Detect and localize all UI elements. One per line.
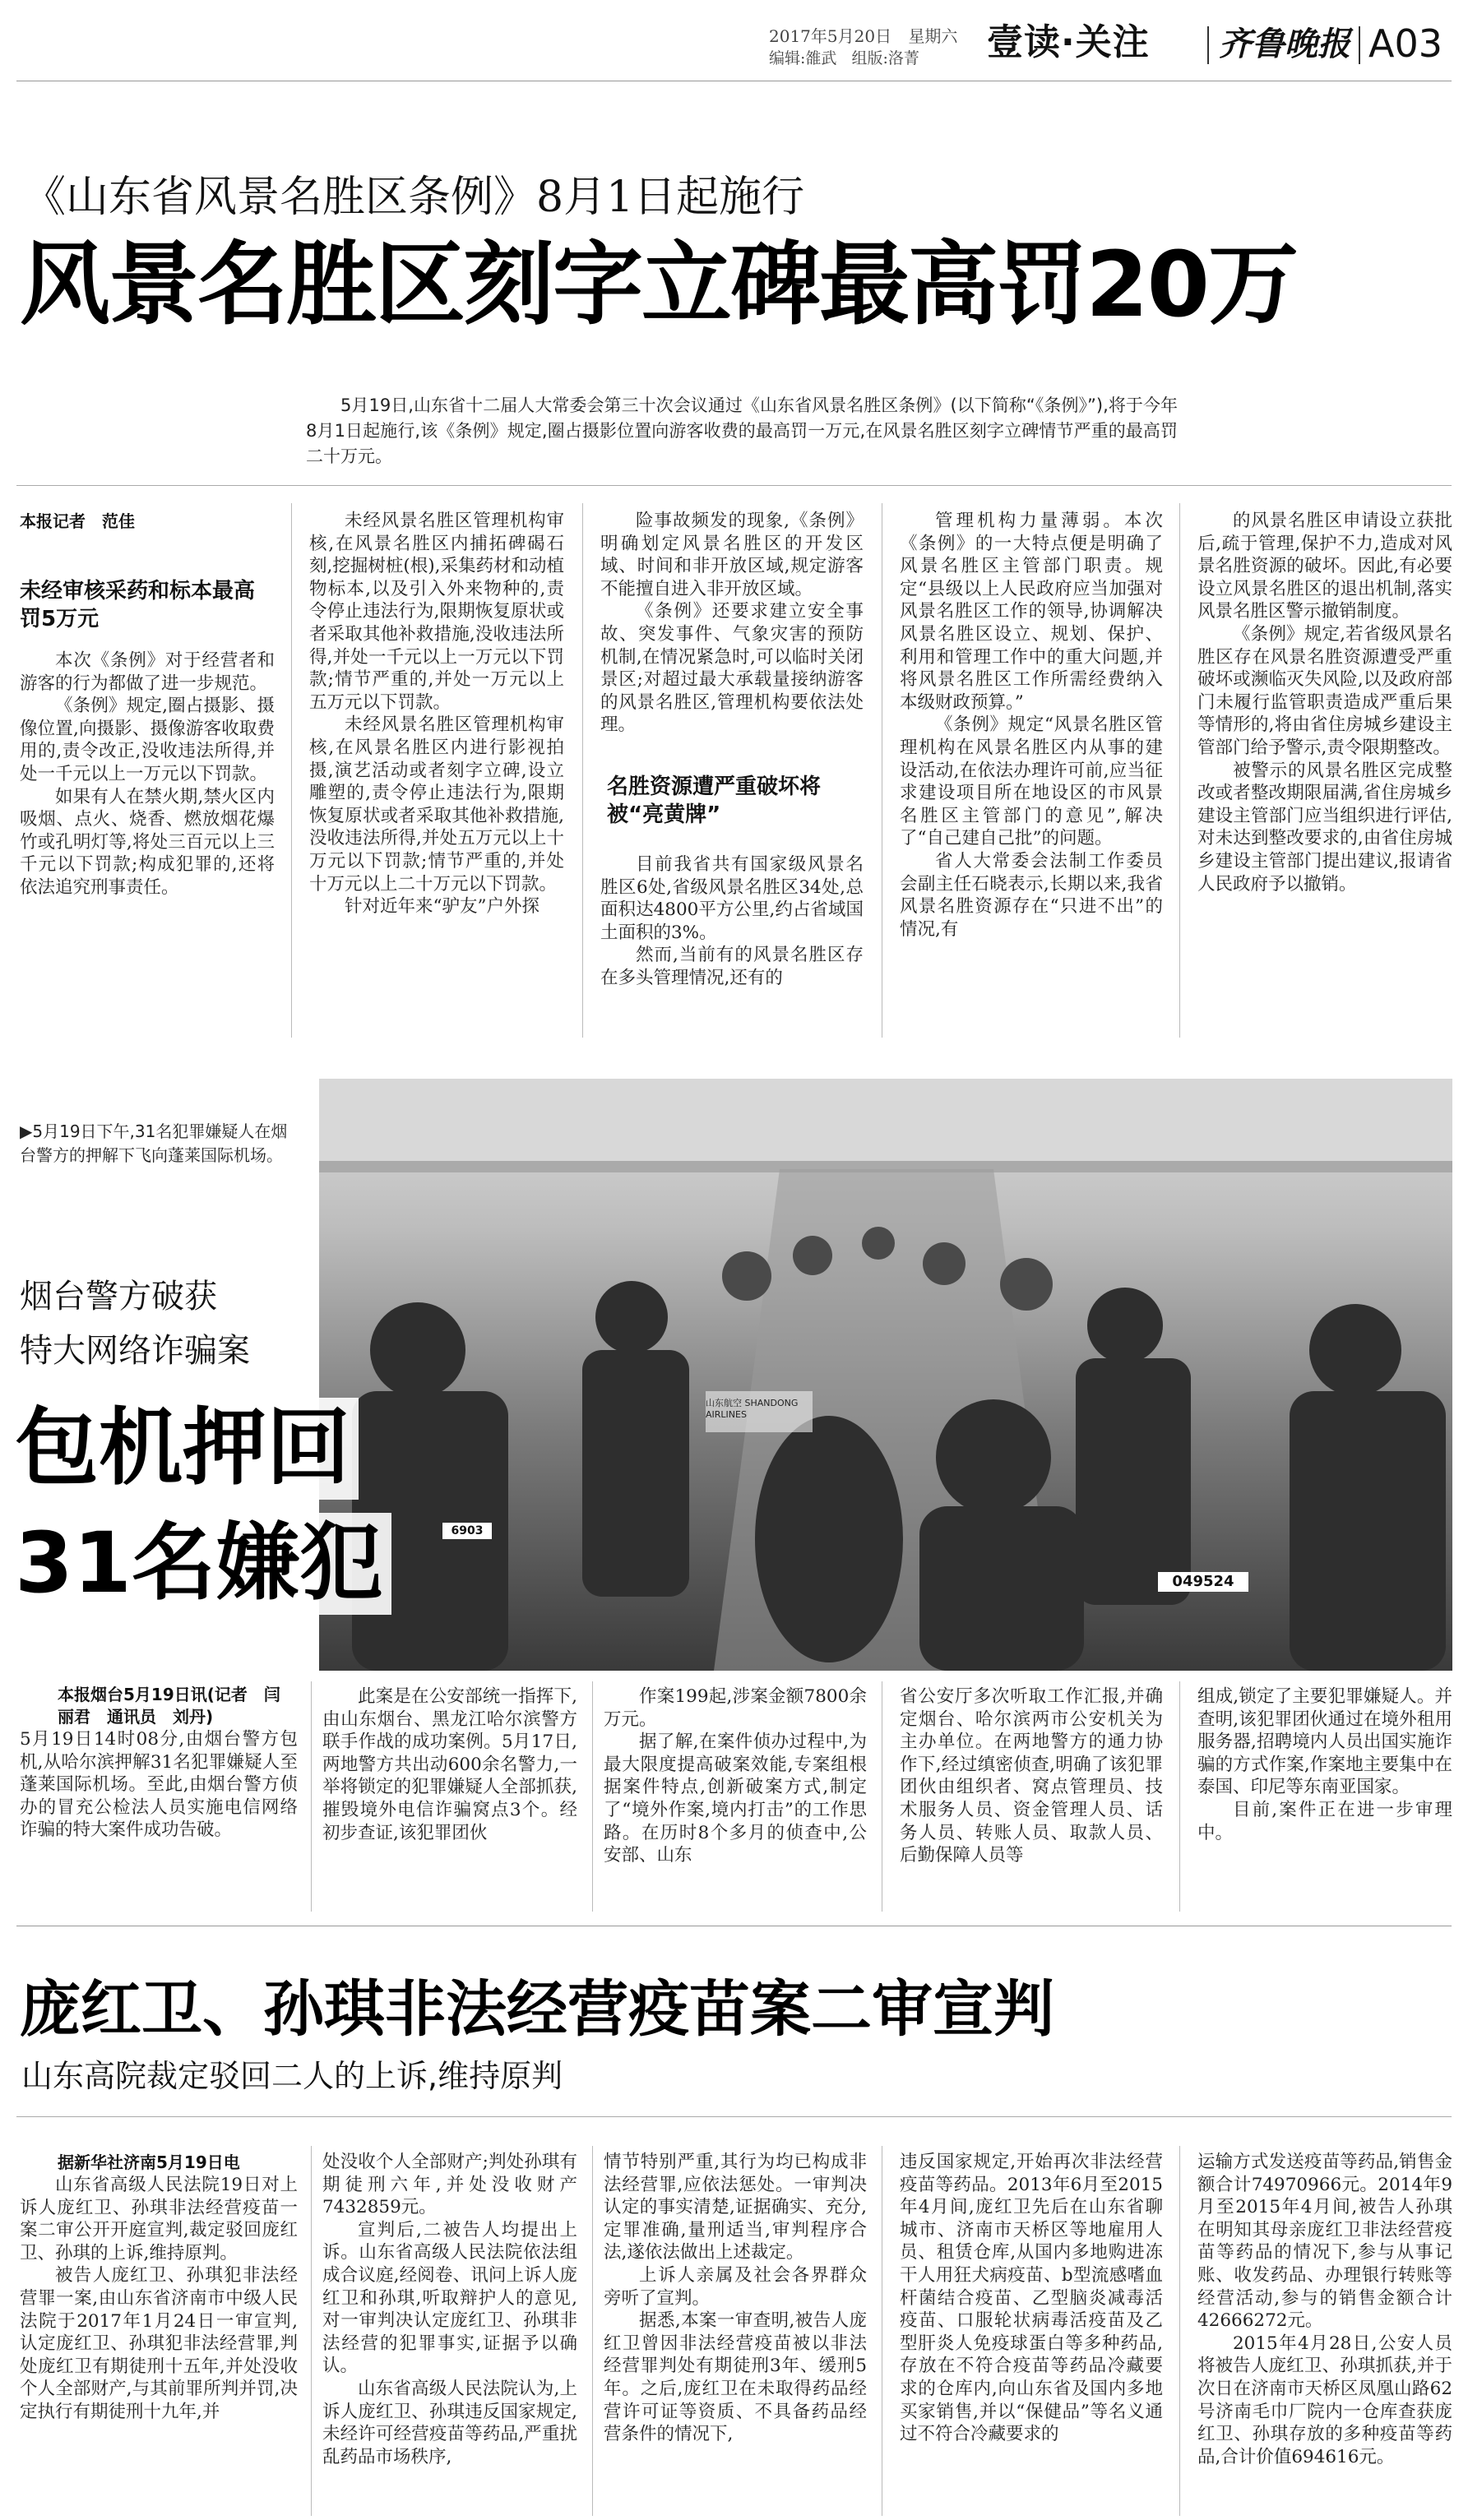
paragraph: 组成,锁定了主要犯罪嫌疑人。并查明,该犯罪团伙通过在境外租用服务器,招聘境内人员出国实施诈骗的方式作案,作案地主要集中在泰国、印尼等东南亚国家。 <box>1197 1686 1452 1798</box>
paragraph: 然而,当前有的风景名胜区存在多头管理情况,还有的 <box>600 945 864 988</box>
article3-rule <box>16 2116 1452 2117</box>
column-divider <box>1179 2146 1180 2516</box>
article1-col3a <box>600 510 864 756</box>
paragraph: 被告人庞红卫、孙琪犯非法经营罪一案,由山东省济南市中级人民法院于2017年1月24日一审宣判,认定庞红卫、孙琪犯非法经营罪,判处庞红卫有期徒刑十五年,并处没收个人全部财产,与其前罪所判并罚,决定执行有期徒刑十九年,并 <box>20 2265 298 2422</box>
photo-cabin <box>319 1079 1452 1671</box>
paragraph: 《条例》规定,若省级风景名胜区存在风景名胜资源遭受严重破坏或濒临灭失风险,以及政府部门未履行监管职责造成严重后果等情形的,将由省住房城乡建设主管部门给予警示,责令限期整改。 <box>1197 623 1452 758</box>
masthead-editors: 编辑:雒武 组版:洛菁 <box>769 49 919 67</box>
column-divider <box>592 1681 593 1912</box>
section-title: 壹读·关注 <box>987 21 1150 63</box>
paragraph: 处没收个人全部财产;判处孙琪有期徒刑六年,并处没收财产7432859元。 <box>322 2152 577 2218</box>
page-number: A03 <box>1368 21 1443 66</box>
article1-lead <box>306 393 1178 469</box>
paragraph: 违反国家规定,开始再次非法经营疫苗等药品。2013年6月至2015年4月间,庞红卫先后在山东省聊城市、济南市天桥区等地雇用人员、租赁仓库,从国内多地购进冻干人用狂犬病疫苗、b型流感嗜血杆菌结合疫苗、乙型脑炎减毒活疫苗、口服轮状病毒活疫苗及乙型肝炎人免疫球蛋白等多种药品,存放在不符合疫苗等药品冷藏要求的仓库内,向山东省及国内多地买家销售,并以“保健品”等名义通过不符合冷藏要求的 <box>900 2152 1163 2445</box>
paragraph: 《条例》规定“风景名胜区管理机构在风景名胜区内从事的建设活动,在依法办理许可前,应当征求建设项目所在地设区的市风景名胜区主管部门的意见”,解决了“自己建自己批”的问题。 <box>900 714 1163 849</box>
article3-col4 <box>900 2151 1163 2513</box>
photo-caption: ▶5月19日下午,31名犯罪嫌疑人在烟台警方的押解下飞向蓬莱国际机场。 <box>20 1121 288 1165</box>
article3-subhead: 山东高院裁定驳回二人的上诉,维持原判 <box>21 2058 563 2094</box>
column-divider <box>1179 503 1180 1038</box>
badge-number-2: 6903 <box>451 1524 484 1537</box>
article1-col5 <box>1197 510 1452 1036</box>
issue-date: 2017年5月20日 <box>769 26 892 46</box>
column-divider <box>582 503 583 1038</box>
photo-illustration <box>319 1079 1452 1671</box>
paragraph: 《条例》规定,圈占摄影、摄像位置,向摄影、摄像游客收取费用的,责令改正,没收违法所得,并处一千元以上一万元以下罚款。 <box>20 696 275 784</box>
article3-headline: 庞红卫、孙琪非法经营疫苗案二审宣判 <box>20 1974 1054 2045</box>
article2-col5 <box>1197 1685 1452 1907</box>
newspaper-logo: 齐鲁晚报 <box>1219 25 1350 63</box>
article1-col3b <box>600 853 864 1036</box>
article2-col1 <box>20 1728 298 1893</box>
badge-number-1: 049524 <box>1172 1573 1234 1590</box>
article2-col3 <box>604 1685 867 1907</box>
article2-headline-2: 31名嫌犯 <box>15 1513 391 1615</box>
paragraph: 未经风景名胜区管理机构审核,在风景名胜区内进行影视拍摄,演艺活动或者刻字立碑,设立雕塑的,责令停止违法行为,限期恢复原状或者采取其他补救措施,没收违法所得,并处五万元以上十万元以下罚款;情节严重的,并处十万元以上二十万元以下罚款。 <box>309 714 564 895</box>
paragraph: 5月19日14时08分,由烟台警方包机,从哈尔滨押解31名犯罪嫌疑人至蓬莱国际机场。至此,由烟台警方侦办的冒充公检法人员实施电信网络诈骗的特大案件成功告破。 <box>20 1729 298 1841</box>
paragraph: 山东省高级人民法院19日对上诉人庞红卫、孙琪非法经营疫苗一案二审公开开庭宣判,裁定驳回庞红卫、孙琪的上诉,维持原判。 <box>20 2175 298 2263</box>
paragraph: 未经风景名胜区管理机构审核,在风景名胜区内捕拓碑碣石刻,挖掘树桩(根),采集药材和动植物标本,以及引入外来物种的,责令停止违法行为,限期恢复原状或者采取其他补救措施,没收违法所得,并处一千元以上一万元以下罚款;情节严重的,并处一万元以上五万元以下罚款。 <box>309 511 564 713</box>
paragraph: 情节特别严重,其行为均已构成非法经营罪,应依法惩处。一审判决认定的事实清楚,证据确实、充分,定罪准确,量刑适当,审判程序合法,遂依法做出上述裁定。 <box>604 2152 867 2263</box>
paragraph: 目前我省共有国家级风景名胜区6处,省级风景名胜区34处,总面积达4800平方公里,约占省域国土面积的3%。 <box>600 854 864 943</box>
paragraph: 本次《条例》对于经营者和游客的行为都做了进一步规范。 <box>20 650 275 694</box>
article3-col5 <box>1197 2151 1452 2513</box>
article3-col2 <box>322 2151 577 2513</box>
paragraph: 运输方式发送疫苗等药品,销售金额合计74970966元。2014年9月至2015年4月间,被告人孙琪在明知其母亲庞红卫非法经营疫苗等药品的情况下,参与从事记账、收发药品、办理银行转账等经营活动,参与的销售金额合计42666272元。 <box>1197 2152 1452 2332</box>
column-divider <box>311 1681 312 1912</box>
paragraph: 山东省高级人民法院认为,上诉人庞红卫、孙琪违反国家规定,未经许可经营疫苗等药品,严重扰乱药品市场秩序, <box>322 2378 577 2467</box>
paragraph: 省人大常委会法制工作委员会副主任石晓表示,长期以来,我省风景名胜资源存在“只进不出”的情况,有 <box>900 850 1163 940</box>
paragraph: 上诉人亲属及社会各界群众旁听了宣判。 <box>604 2264 867 2309</box>
paragraph: 管理机构力量薄弱。本次《条例》的一大特点便是明确了风景名胜区主管部门职责。规定“县级以上人民政府应当加强对风景名胜区工作的领导,协调解决风景名胜区设立、规划、保护、利用和管理工作中的重大问题,并将风景名胜区工作所需经费纳入本级财政预算。” <box>900 511 1163 713</box>
masthead-date <box>769 23 957 47</box>
article1-subhead-1: 未经审核采药和标本最高罚5万元 <box>20 579 256 631</box>
paragraph: 省公安厅多次听取工作汇报,并确定烟台、哈尔滨两市公安机关为主办单位。在两地警方的通力协作下,经过缜密侦查,明确了该犯罪团伙由组织者、窝点管理员、技术服务人员、资金管理人员、话务人员、转账人员、取款人员、后勤保障人员等 <box>900 1686 1163 1866</box>
article1-col2 <box>309 510 564 1036</box>
paragraph: 作案199起,涉案金额7800余万元。 <box>604 1686 867 1730</box>
paragraph: 此案是在公安部统一指挥下,由山东烟台、黑龙江哈尔滨警方联手作战的成功案例。5月17日,两地警方共出动600余名警力,一举将锁定的犯罪嫌疑人全部抓获,摧毁境外电信诈骗窝点3个。经初步查证,该犯罪团伙 <box>322 1686 577 1843</box>
article1-byline: 本报记者 范佳 <box>20 511 135 531</box>
paragraph: 险事故频发的现象,《条例》明确划定风景名胜区的开发区域、时间和非开放区域,规定游客不能擅自进入非开放区域。 <box>600 511 864 599</box>
paragraph: 2015年4月28日,公安人员将被告人庞红卫、孙琪抓获,并于次日在济南市天桥区凤凰山路62号济南毛巾厂院内一仓库查获庞红卫、孙琪存放的多种疫苗等药品,合计价值694616元。 <box>1197 2333 1452 2467</box>
article2-dateline: 本报烟台5月19日讯(记者 闫丽君 通讯员 刘丹) <box>58 1685 280 1727</box>
article3-col3 <box>604 2151 867 2513</box>
masthead-divider-2 <box>1359 26 1360 64</box>
issue-weekday: 星期六 <box>908 26 958 46</box>
paragraph: 据悉,本案一审查明,被告人庞红卫曾因非法经营疫苗被以非法经营罪判处有期徒刑3年、缓刑5年。之后,庞红卫在未取得药品经营许可证等资质、不具备药品经营条件的情况下, <box>604 2310 867 2445</box>
seat-logo: 山东航空 SHANDONG AIRLINES <box>706 1398 799 1420</box>
column-divider <box>291 503 292 1038</box>
paragraph: 如果有人在禁火期,禁火区内吸烟、点火、烧香、燃放烟花爆竹或孔明灯等,将处三百元以上三千元以下罚款;构成犯罪的,还将依法追究刑事责任。 <box>20 786 275 898</box>
article3-col1 <box>20 2174 298 2511</box>
paragraph: 目前,案件正在进一步审理中。 <box>1197 1799 1452 1843</box>
masthead-divider-1 <box>1207 26 1209 64</box>
article1-col4 <box>900 510 1163 1036</box>
paragraph: 宣判后,二被告人均提出上诉。山东省高级人民法院依法组成合议庭,经阅卷、讯问上诉人庞红卫和孙琪,听取辩护人的意见,对一审判决认定庞红卫、孙琪非法经营的犯罪事实,证据予以确认。 <box>322 2219 577 2377</box>
article2-col4 <box>900 1685 1163 1907</box>
paragraph: 据了解,在案件侦办过程中,为最大限度提高破案效能,专案组根据案件特点,创新破案方式,制定了“境外作案,境内打击”的工作思路。在历时8个多月的侦查中,公安部、山东 <box>604 1732 867 1866</box>
article2-kicker-1: 烟台警方破获 <box>20 1278 217 1315</box>
article2-headline-1: 包机押回 <box>15 1398 359 1500</box>
article2-col2 <box>322 1685 577 1907</box>
article1-kicker: 《山东省风景名胜区条例》8月1日起施行 <box>23 173 805 222</box>
article1-col1 <box>20 650 275 1036</box>
article1-subhead-2: 名胜资源遭严重破坏将被“亮黄牌” <box>607 774 822 827</box>
article1-lead-text: 5月19日,山东省十二届人大常委会第三十次会议通过《山东省风景名胜区条例》(以下简称“《条例》”),将于今年8月1日起施行,该《条例》规定,圈占摄影位置向游客收费的最高罚一万元,在风景名胜区刻字立碑情节严重的最高罚二十万元。 <box>306 395 1178 466</box>
article1-lead-rule <box>16 485 1452 486</box>
column-divider <box>1179 1681 1180 1912</box>
article3-dateline: 据新华社济南5月19日电 <box>58 2152 240 2172</box>
article2-kicker-2: 特大网络诈骗案 <box>20 1329 250 1373</box>
article1-headline: 风景名胜区刻字立碑最高罚20万 <box>20 232 1298 337</box>
paragraph: 《条例》还要求建立安全事故、突发事件、气象灾害的预防机制,在情况紧急时,可以临时关闭景区;对超过最大承载量接纳游客的风景名胜区,管理机构要依法处理。 <box>600 601 864 736</box>
paragraph: 的风景名胜区申请设立获批后,疏于管理,保护不力,造成对风景名胜资源的破坏。因此,有必要设立风景名胜区的退出机制,落实风景名胜区警示撤销制度。 <box>1197 511 1452 622</box>
paragraph: 被警示的风景名胜区完成整改或者整改期限届满,省住房城乡建设主管部门应当组织进行评估,对未达到整改要求的,由省住房城乡建设主管部门提出建议,报请省人民政府予以撤销。 <box>1197 760 1452 895</box>
column-divider <box>311 2146 312 2516</box>
column-divider <box>592 2146 593 2516</box>
paragraph: 针对近年来“驴友”户外探 <box>345 896 540 918</box>
